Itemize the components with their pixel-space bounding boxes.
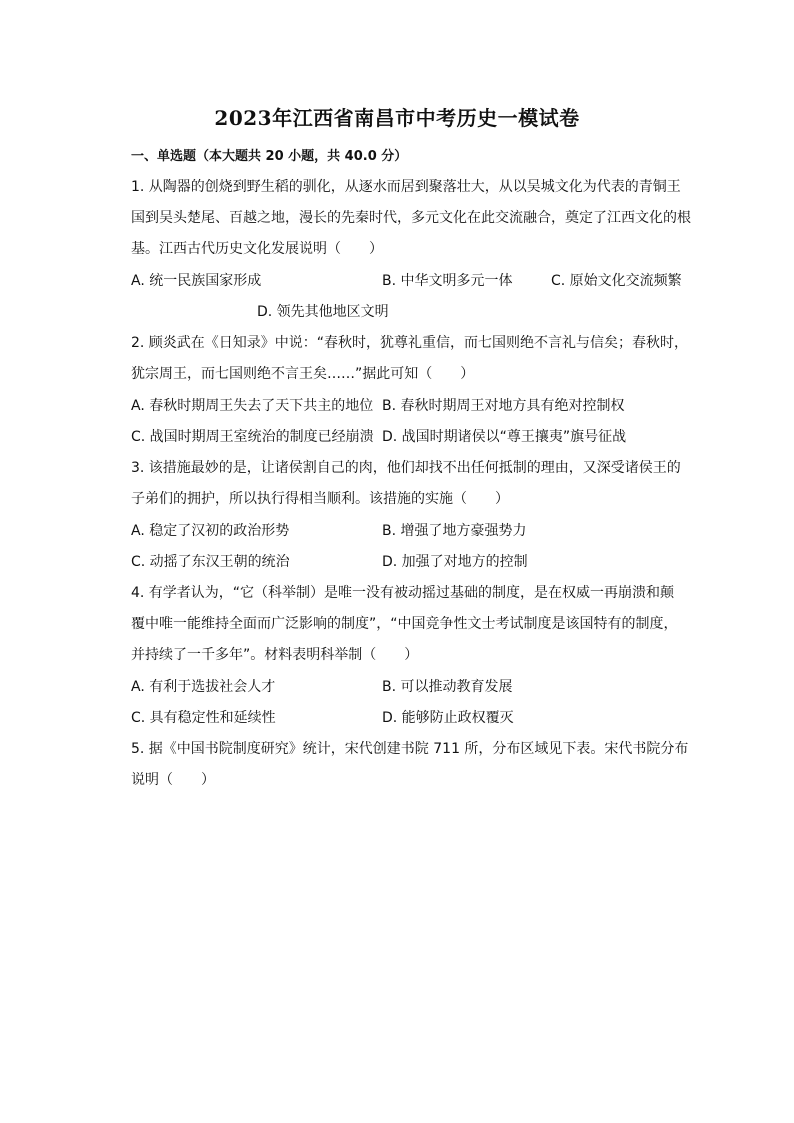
q2-line-1: 2. 顾炎武在《日知录》中说：“春秋时，犹尊礼重信，而七国则绝不言礼与信矣；春秋时，: [131, 335, 689, 351]
q4-option-d[interactable]: D. 能够防止政权覆灭: [382, 710, 514, 726]
q5-line-2: 说明（ ）: [131, 772, 215, 788]
q3-option-a[interactable]: A. 稳定了汉初的政治形势: [131, 523, 290, 539]
q1-line-3: 基。江西古代历史文化发展说明（ ）: [131, 241, 383, 257]
q4-option-c[interactable]: C. 具有稳定性和延续性: [131, 710, 276, 726]
q2-option-d[interactable]: D. 战国时期诸侯以“尊王攘夷”旗号征战: [382, 429, 627, 445]
q3-option-c[interactable]: C. 动摇了东汉王朝的统治: [131, 554, 290, 570]
q4-option-a[interactable]: A. 有利于选拔社会人才: [131, 679, 276, 695]
q2-option-b[interactable]: B. 春秋时期周王对地方具有绝对控制权: [382, 398, 625, 414]
section-heading: 一、单选题（本大题共 20 小题，共 40.0 分）: [131, 149, 408, 164]
q1-option-b[interactable]: B. 中华文明多元一体: [382, 273, 513, 289]
q1-option-d[interactable]: D. 领先其他地区文明: [257, 304, 389, 320]
q4-line-2: 覆中唯一能维持全面而广泛影响的制度”，“中国竞争性文士考试制度是该国特有的制度，: [131, 616, 678, 632]
q2-line-2: 犹宗周王，而七国则绝不言王矣……”据此可知（ ）: [131, 366, 475, 382]
q4-option-b[interactable]: B. 可以推动教育发展: [382, 679, 513, 695]
q3-option-b[interactable]: B. 增强了地方豪强势力: [382, 523, 527, 539]
q3-line-1: 3. 该措施最妙的是，让诸侯割自己的肉，他们却找不出任何抵制的理由，又深受诸侯王的: [131, 460, 681, 476]
q3-line-2: 子弟们的拥护，所以执行得相当顺利。该措施的实施（ ）: [131, 491, 509, 507]
q1-option-a[interactable]: A. 统一民族国家形成: [131, 273, 262, 289]
q2-option-c[interactable]: C. 战国时期周王室统治的制度已经崩溃: [131, 429, 374, 445]
exam-title: 2023年江西省南昌市中考历史一模试卷: [214, 106, 580, 130]
q1-line-1: 1. 从陶器的创烧到野生稻的驯化，从逐水而居到聚落壮大，从以吴城文化为代表的青铜王: [131, 179, 681, 195]
q4-line-1: 4. 有学者认为，“它（科举制）是唯一没有被动摇过基础的制度，是在权威一再崩溃和颠: [131, 585, 675, 601]
q5-line-1: 5. 据《中国书院制度研究》统计，宋代创建书院 711 所，分布区域见下表。宋代书院分布: [131, 741, 689, 757]
q4-line-3: 并持续了一千多年”。材料表明科举制（ ）: [131, 647, 419, 663]
q1-line-2: 国到吴头楚尾、百越之地，漫长的先秦时代，多元文化在此交流融合，奠定了江西文化的根: [131, 210, 691, 226]
q2-option-a[interactable]: A. 春秋时期周王失去了天下共主的地位: [131, 398, 374, 414]
q3-option-d[interactable]: D. 加强了对地方的控制: [382, 554, 528, 570]
q1-option-c[interactable]: C. 原始文化交流频繁: [551, 273, 682, 289]
